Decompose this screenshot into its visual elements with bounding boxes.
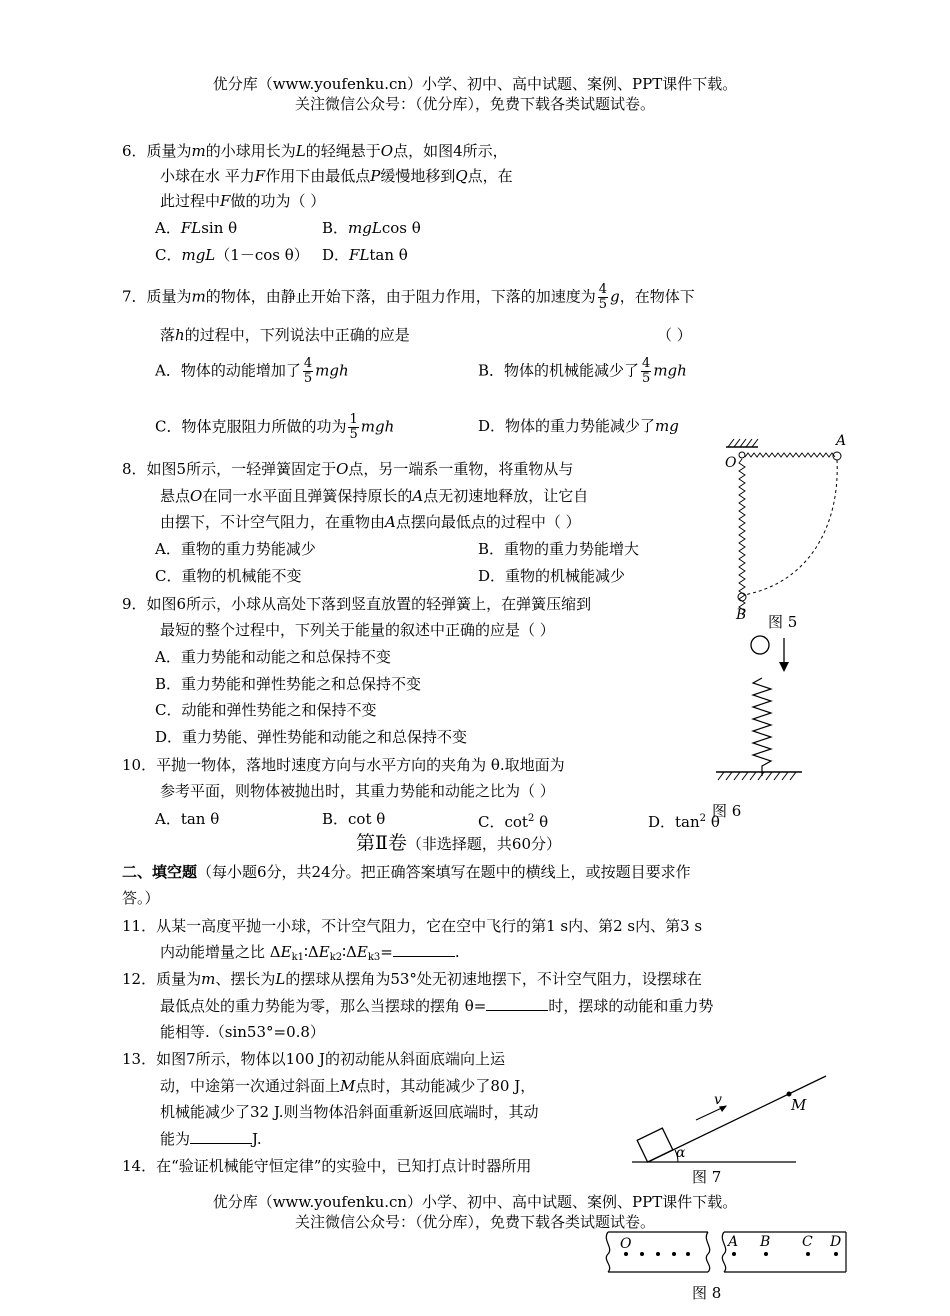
fig5-label-b: B xyxy=(736,607,747,623)
q7-fraction: $\frac{4}{5}$ xyxy=(598,282,608,312)
q6-option-b: B．mgLcos θ xyxy=(322,219,421,237)
fig8-caption: 图 8 xyxy=(692,1284,722,1302)
fig5-label-o: O xyxy=(725,455,737,471)
fill-section-heading: 二、填空题（每小题6分，共24分。把正确答案填写在题中的横线上，或按题目要求作 xyxy=(122,863,691,881)
fig8-label-o: O xyxy=(620,1236,632,1252)
horizontal-spring xyxy=(745,453,835,457)
q9-line-1: 9．如图6所示，小球从高处下落到竖直放置的轻弹簧上，在弹簧压缩到 xyxy=(122,595,592,613)
fill-section-heading-2: 答。） xyxy=(122,889,160,907)
q12-line-2: 最低点处的重力势能为零，那么当摆球的摆角 θ= 时，摆球的动能和重力势 xyxy=(160,997,714,1015)
vertical-spring xyxy=(739,459,745,615)
q8-option-b: B．重物的重力势能增大 xyxy=(478,540,640,558)
figure-6 xyxy=(712,630,812,822)
q11-answer-blank[interactable] xyxy=(393,942,455,957)
vertical-spring xyxy=(753,678,771,776)
q7-option-d: D．物体的重力势能减少了mg xyxy=(478,417,679,435)
q7-option-b: B．物体的机械能减少了 $\frac{4}{5}$ mgh xyxy=(478,356,687,386)
q13-line-3: 机械能减少了32 J.则当物体沿斜面重新返回底端时，其动 xyxy=(160,1103,539,1121)
q8-line-1: 8．如图5所示，一轻弹簧固定于O点，另一端系一重物，将重物从与 xyxy=(122,460,574,478)
header-line-2: 关注微信公众号：（优分库），免费下载各类试题试卷。 xyxy=(294,95,655,113)
fig7-label-m: M xyxy=(791,1096,807,1114)
fig8-label-a: A xyxy=(728,1234,739,1250)
fig5-label-a: A xyxy=(836,433,847,449)
fig6-caption: 图 6 xyxy=(712,802,742,820)
swing-path xyxy=(744,460,837,595)
q9-line-2: 最短的整个过程中，下列关于能量的叙述中正确的应是（ ） xyxy=(160,621,555,639)
q10-option-b: B．cot θ xyxy=(322,810,386,828)
fig7-caption: 图 7 xyxy=(692,1168,722,1186)
q6-option-c: C．mgL（1－cos θ） xyxy=(155,246,309,264)
q6-line-2: 小球在水 平力F作用下由最低点P缓慢地移到Q点，在 xyxy=(160,167,513,185)
q10-line-1: 10．平抛一物体，落地时速度方向与水平方向的夹角为 θ.取地面为 xyxy=(122,756,565,774)
q13-line-1: 13．如图7所示，物体以100 J的初动能从斜面底端向上运 xyxy=(122,1050,506,1068)
q9-option-a: A．重力势能和动能之和总保持不变 xyxy=(155,648,391,666)
q6-option-d: D．FLtan θ xyxy=(322,246,408,264)
q8-option-a: A．重物的重力势能减少 xyxy=(155,540,316,558)
ceiling-hatch xyxy=(726,439,758,447)
fig5-caption: 图 5 xyxy=(768,613,798,631)
q10-option-a: A．tan θ xyxy=(155,810,220,828)
fig8-label-d: D xyxy=(830,1234,842,1250)
q8-option-c: C．重物的机械能不变 xyxy=(155,567,302,585)
footer-line-2: 关注微信公众号：（优分库），免费下载各类试题试卷。 xyxy=(294,1213,655,1231)
block xyxy=(637,1128,673,1162)
fig7-label-v: v xyxy=(714,1092,722,1108)
q13-line-2: 动，中途第一次通过斜面上M点时，其动能减少了80 J， xyxy=(160,1077,536,1095)
fig8-label-b: B xyxy=(760,1234,771,1250)
q14-line-1: 14．在“验证机械能守恒定律”的实验中，已知打点计时器所用 xyxy=(122,1157,532,1175)
q6-option-a: A．FLsin θ xyxy=(155,219,238,237)
q12-line-3: 能相等.（sin53°=0.8） xyxy=(160,1023,325,1041)
q10-line-2: 参考平面，则物体被抛出时，其重力势能和动能之比为（ ） xyxy=(160,782,555,800)
arrow-head-icon xyxy=(779,662,789,672)
q11-line-2: 内动能增量之比 $\Delta E_{k1}∶\Delta E_{k2}∶\Delta E_{k3}=$ . xyxy=(160,943,460,963)
incline-line xyxy=(648,1076,826,1162)
q9-option-d: D．重力势能、弹性势能和动能之和总保持不变 xyxy=(155,728,468,746)
q12-line-1: 12．质量为m、摆长为L的摆球从摆角为53°处无初速地摆下，不计空气阻力，设摆球在 xyxy=(122,970,702,988)
tape-right xyxy=(722,1232,846,1272)
fig7-label-alpha: α xyxy=(676,1145,686,1161)
q10-option-c: C．$\cot^2 \theta$ xyxy=(478,813,549,831)
q7-option-a: A．物体的动能增加了 $\frac{4}{5}$ mgh xyxy=(155,356,349,386)
section-2-title: 第Ⅱ卷（非选择题，共60分） xyxy=(356,832,562,854)
figure-5 xyxy=(712,432,862,632)
q10-option-d: D．$\tan^2 \theta$ xyxy=(648,813,720,831)
q8-line-3: 由摆下，不计空气阻力，在重物由A点摆向最低点的过程中（ ） xyxy=(160,513,581,531)
q9-option-b: B．重力势能和弹性势能之和总保持不变 xyxy=(155,675,422,693)
figure-8 xyxy=(600,1224,852,1316)
q6-line-1: 6．质量为m的小球用长为L的轻绳悬于O点，如图4所示， xyxy=(122,142,508,160)
header-line-1: 优分库（www.youfenku.cn）小学、初中、高中试题、案例、PPT课件下载。 xyxy=(212,75,738,93)
pivot-o xyxy=(739,452,745,458)
q8-option-d: D．重物的机械能减少 xyxy=(478,567,626,585)
q8-line-2: 悬点O在同一水平面且弹簧保持原长的A点无初速地释放，让它自 xyxy=(160,487,589,505)
tape-dots xyxy=(624,1252,838,1256)
q13-line-4: 能为 J. xyxy=(160,1130,262,1148)
q9-option-c: C．动能和弹性势能之和保持不变 xyxy=(155,701,377,719)
q7-line-2: 落h的过程中，下列说法中正确的应是 xyxy=(160,326,410,344)
q12-answer-blank[interactable] xyxy=(486,996,548,1011)
q11-line-1: 11．从某一高度平抛一小球，不计空气阻力，它在空中飞行的第1 s内、第2 s内、第3 s xyxy=(122,917,703,935)
fig8-label-c: C xyxy=(802,1234,813,1250)
q13-answer-blank[interactable] xyxy=(190,1129,252,1144)
q7-answer-bracket: （ ） xyxy=(657,326,692,344)
falling-ball xyxy=(751,636,769,654)
q7-line-1: 7．质量为m的物体，由静止开始下落，由于阻力作用，下落的加速度为 $\frac{4}{5}$ g，在物体下 xyxy=(122,282,695,312)
q7-option-c: C．物体克服阻力所做的功为 $\frac{1}{5}$ mgh xyxy=(155,412,395,442)
footer-line-1: 优分库（www.youfenku.cn）小学、初中、高中试题、案例、PPT课件下载。 xyxy=(212,1193,738,1211)
figure-7 xyxy=(626,1070,836,1190)
ground-hatch xyxy=(718,772,796,780)
q6-line-3: 此过程中F做的功为（ ） xyxy=(160,192,326,210)
